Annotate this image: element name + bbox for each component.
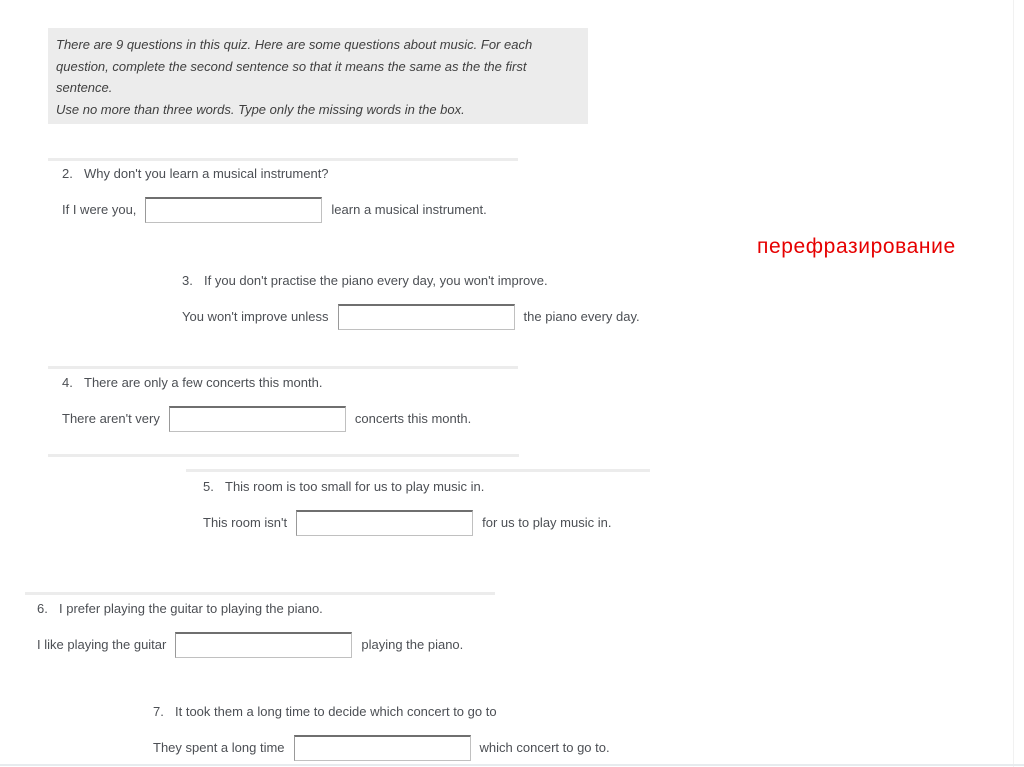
answer-prefix: I like playing the guitar (37, 637, 167, 652)
question-5 (203, 479, 611, 536)
question-prompt-line (62, 166, 487, 182)
question-prompt-line (62, 375, 471, 391)
divider (48, 366, 518, 369)
question-3 (182, 273, 640, 330)
answer-row (62, 405, 471, 432)
answer-row (153, 734, 610, 761)
divider (48, 158, 518, 161)
question-6 (37, 601, 463, 658)
question-number: 6. (37, 601, 48, 616)
instruction-line: There are 9 questions in this quiz. Here are some questions about music. For each (56, 37, 533, 52)
answer-suffix: concerts this month. (354, 411, 472, 426)
answer-row (203, 509, 611, 536)
answer-suffix: the piano every day. (523, 309, 640, 324)
answer-suffix: for us to play music in. (482, 515, 612, 530)
question-prompt-line (37, 601, 463, 617)
answer-prefix: If I were you, (62, 202, 137, 217)
page-bottom-border (0, 764, 1024, 766)
answer-input-4[interactable] (169, 406, 346, 432)
answer-row (62, 196, 487, 223)
question-prompt: I prefer playing the guitar to playing the piano. (59, 601, 323, 616)
instruction-line: question, complete the second sentence so that it means the same as the the first (56, 58, 527, 74)
question-2 (62, 166, 487, 223)
question-prompt-line (182, 273, 640, 289)
answer-prefix: You won't improve unless (182, 309, 329, 324)
question-prompt: There are only a few concerts this month. (84, 375, 323, 390)
question-number: 2. (62, 166, 73, 181)
instruction-line: sentence. (56, 80, 113, 95)
divider (186, 469, 650, 472)
answer-prefix: They spent a long time (153, 740, 285, 755)
answer-suffix: learn a musical instrument. (331, 202, 487, 217)
answer-suffix: which concert to go to. (479, 740, 610, 755)
question-prompt: This room is too small for us to play music in. (225, 479, 485, 494)
answer-row (182, 303, 640, 330)
answer-input-6[interactable] (175, 632, 352, 658)
instruction-line: Use no more than three words. Type only the missing words in the box. (56, 101, 465, 117)
quiz-instructions (48, 28, 588, 124)
question-4 (62, 375, 471, 432)
question-prompt-line (203, 479, 611, 495)
question-prompt: Why don't you learn a musical instrument? (84, 166, 329, 181)
question-number: 5. (203, 479, 214, 494)
paraphrasing-label: перефразирование (757, 235, 956, 258)
answer-input-7[interactable] (294, 735, 471, 761)
question-number: 4. (62, 375, 73, 390)
question-prompt: It took them a long time to decide which concert to go to (175, 704, 497, 719)
question-number: 7. (153, 704, 164, 719)
question-number: 3. (182, 273, 193, 288)
answer-prefix: This room isn't (203, 515, 288, 530)
question-prompt-line (153, 704, 610, 720)
answer-suffix: playing the piano. (361, 637, 464, 652)
page-right-border (1013, 0, 1014, 767)
answer-input-3[interactable] (338, 304, 515, 330)
answer-prefix: There aren't very (62, 411, 160, 426)
divider (25, 592, 495, 595)
question-7 (153, 704, 610, 761)
answer-row (37, 631, 463, 658)
divider (48, 454, 519, 457)
question-prompt: If you don't practise the piano every day, you won't improve. (204, 273, 548, 288)
answer-input-2[interactable] (145, 197, 322, 223)
answer-input-5[interactable] (296, 510, 473, 536)
